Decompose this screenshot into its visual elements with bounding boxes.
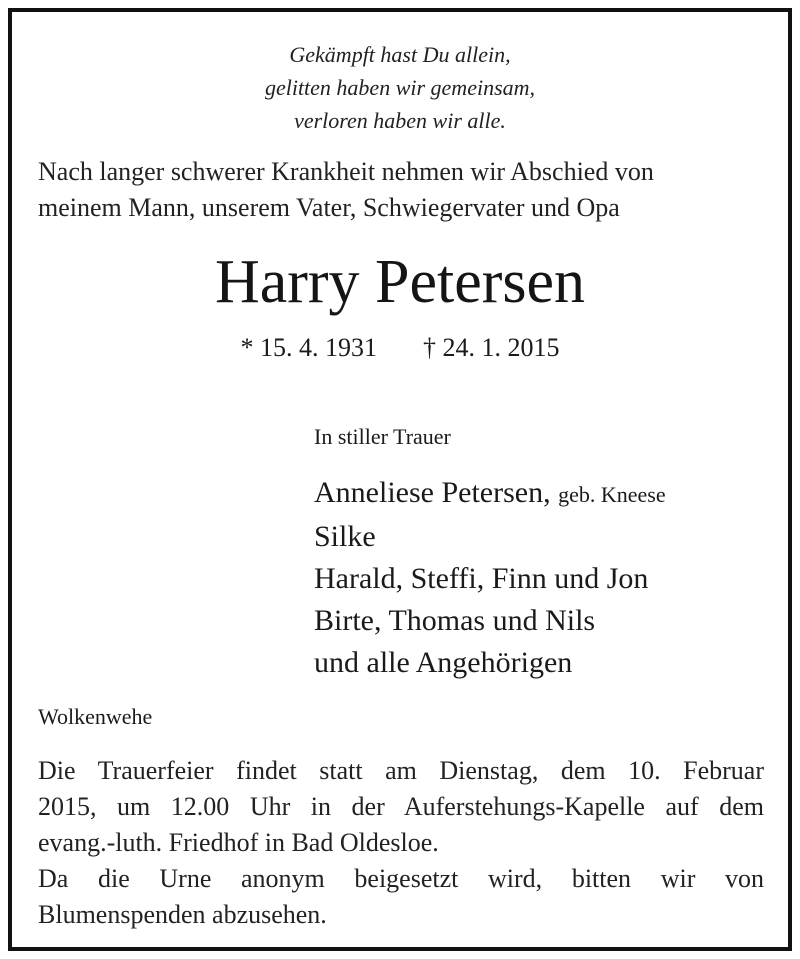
service-line: Da die Urne anonym beigesetzt wird, bitten wir von [38,864,764,893]
funeral-service-info [38,753,764,933]
service-line: 2015, um 12.00 Uhr in der Auferstehungs-Kapelle auf dem [38,792,764,821]
motto-line: Gekämpft hast Du allein, [289,42,511,67]
motto-line: gelitten haben wir gemeinsam, [264,75,536,100]
mourner-line: Harald, Steffi, Finn und Jon [314,562,649,595]
birth-date: * 15. 4. 1931 [240,333,377,362]
mourner-line: Birte, Thomas und Nils [314,604,596,637]
death-date: † 24. 1. 2015 [423,333,560,362]
mourner-name: Anneliese Petersen, [314,476,551,509]
intro-line: meinem Mann, unserem Vater, Schwiegervater und Opa [38,193,620,222]
intro-line: Nach langer schwerer Krankheit nehmen wir Abschied von [38,157,654,186]
mourner-line: und alle Angehörigen [314,646,573,679]
mourners-list [314,472,666,684]
motto-line: verloren haben wir alle. [294,108,506,133]
service-line: evang.-luth. Friedhof in Bad Oldesloe. [38,828,439,857]
life-dates [0,331,800,365]
service-line: Blumenspenden abzusehen. [38,900,327,929]
maiden-name-note: geb. Kneese [558,482,666,507]
mourner-line: Silke [314,520,376,553]
mourner-line [314,472,666,516]
motto-verse [0,38,800,137]
place-name: Wolkenwehe [38,704,153,729]
deceased-name: Harry Petersen [214,248,586,316]
mourning-label: In stiller Trauer [314,424,451,449]
service-line: Die Trauerfeier findet statt am Dienstag, dem 10. Februar [38,756,764,785]
intro-text [38,154,768,226]
